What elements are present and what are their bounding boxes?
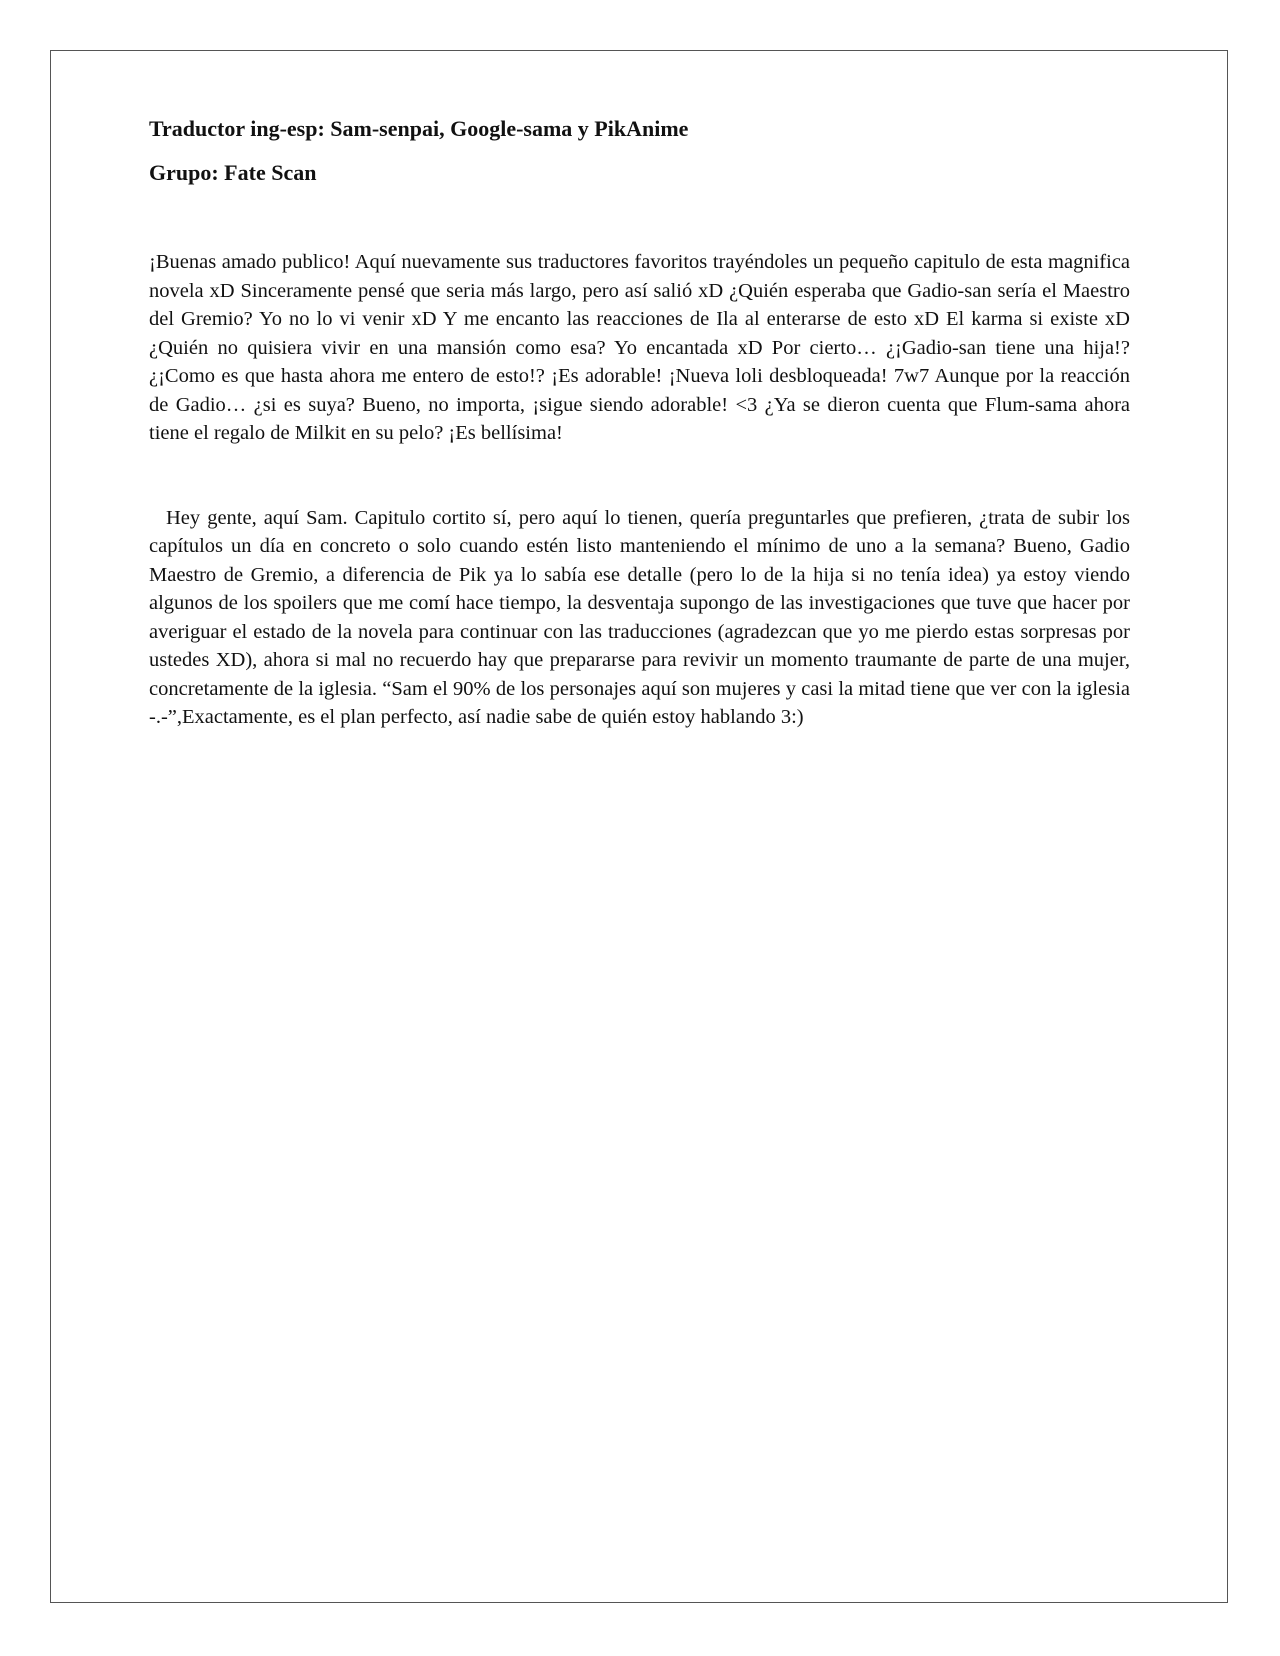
paragraph-1: ¡Buenas amado publico! Aquí nuevamente sus traductores favoritos trayéndoles un pequeño capitulo de esta magnifica novela xD Sinceramente pensé que seria más largo, pero así salió xD ¿Quién esperaba que Gadio-san sería el Maestro del Gremio? Yo no lo vi venir xD Y me encanto las reacciones de Ila al enterarse de esto xD El karma si existe xD ¿Quién no quisiera vivir en una mansión como esa? Yo encantada xD Por cierto… ¿¡Gadio-san tiene una hija!? ¿¡Como es que hasta ahora me entero de esto!? ¡Es adorable! ¡Nueva loli desbloqueada! 7w7 Aunque por la reacción de Gadio… ¿si es suya? Bueno, no importa, ¡sigue siendo adorable! <3 ¿Ya se dieron cuenta que Flum-sama ahora tiene el regalo de Milkit en su pelo? ¡Es bellísima! (149, 251, 1130, 444)
document-body (149, 115, 1130, 732)
translator-credit: Traductor ing-esp: Sam-senpai, Google-sama y PikAnime (149, 116, 689, 141)
paragraph-2: Hey gente, aquí Sam. Capitulo cortito sí, pero aquí lo tienen, quería preguntarles que prefieren, ¿trata de subir los capítulos un día en concreto o solo cuando estén listo manteniendo el mínimo de uno a la semana? Bueno, Gadio Maestro de Gremio, a diferencia de Pik ya lo sabía ese detalle (pero lo de la hija si no tenía idea) ya estoy viendo algunos de los spoilers que me comí hace tiempo, la desventaja supongo de las investigaciones que tuve que hacer por averiguar el estado de la novela para continuar con las traducciones (agradezcan que yo me pierdo estas sorpresas por ustedes XD), ahora si mal no recuerdo hay que prepararse para revivir un momento traumante de parte de una mujer, concretamente de la iglesia. “Sam el 90% de los personajes aquí son mujeres y casi la mitad tiene que ver con la iglesia -.-”,Exactamente, es el plan perfecto, así nadie sabe de quién estoy hablando 3:) (149, 506, 1130, 728)
group-credit: Grupo: Fate Scan (149, 160, 317, 185)
